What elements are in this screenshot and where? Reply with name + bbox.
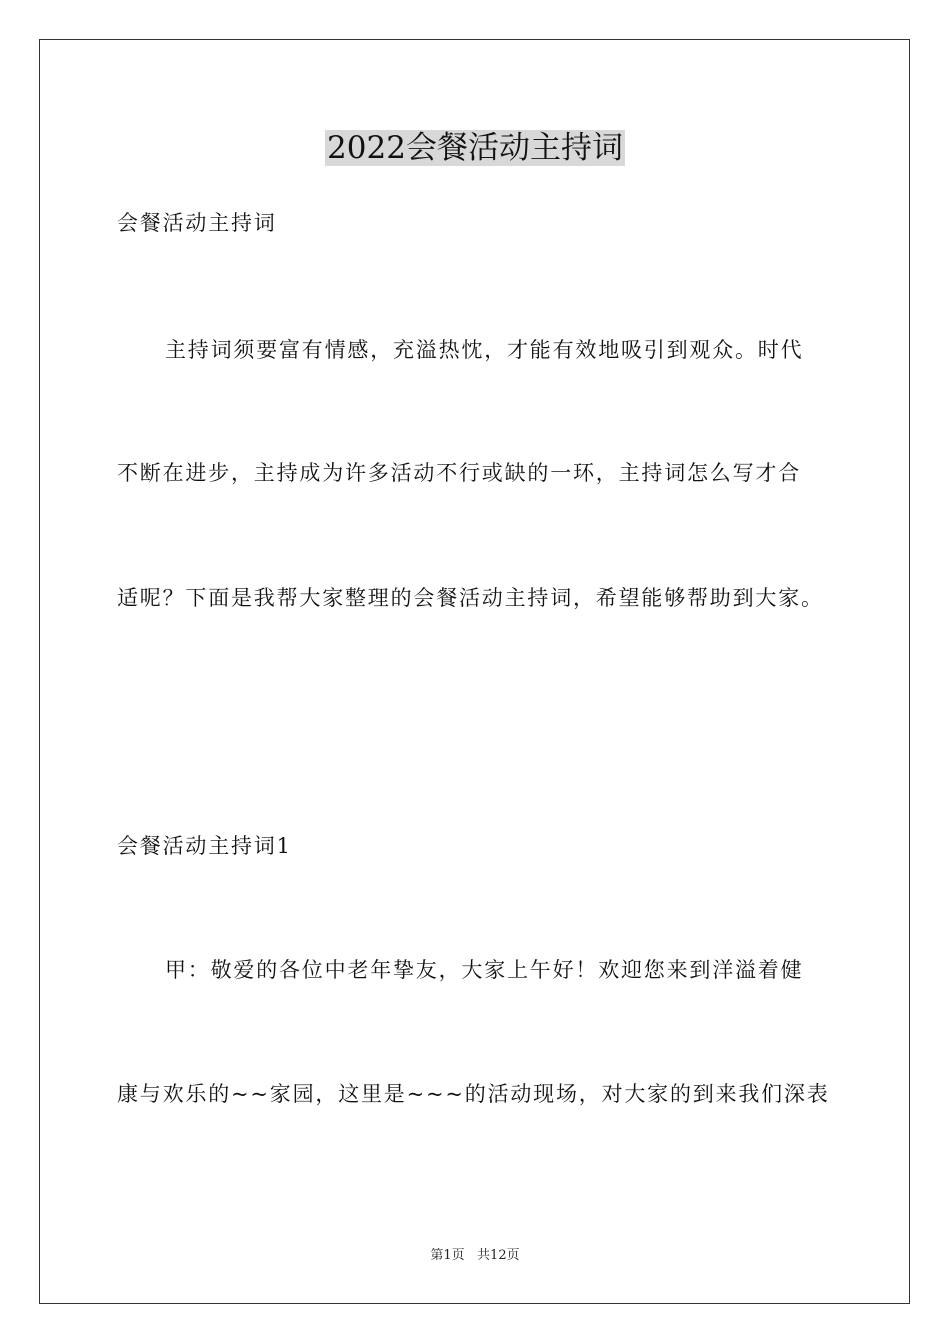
document-title <box>0 128 950 168</box>
section-heading: 会餐活动主持词1 <box>117 834 292 858</box>
page-footer: 第1页 共12页 <box>430 1248 520 1263</box>
document-title-text: 2022会餐活动主持词 <box>327 130 623 166</box>
section-line-1: 甲：敬爱的各位中老年挚友，大家上午好！欢迎您来到洋溢着健 <box>165 958 804 982</box>
intro-line-2: 不断在进步，主持成为许多活动不行或缺的一环，主持词怎么写才合 <box>117 461 801 485</box>
intro-line-3: 适呢？下面是我帮大家整理的会餐活动主持词，希望能够帮助到大家。 <box>117 586 824 610</box>
section-line-2: 康与欢乐的~~家园，这里是~~~的活动现场，对大家的到来我们深表 <box>117 1082 830 1106</box>
document-subtitle: 会餐活动主持词 <box>117 211 277 235</box>
intro-line-1: 主持词须要富有情感，充溢热忱，才能有效地吸引到观众。时代 <box>165 338 804 362</box>
